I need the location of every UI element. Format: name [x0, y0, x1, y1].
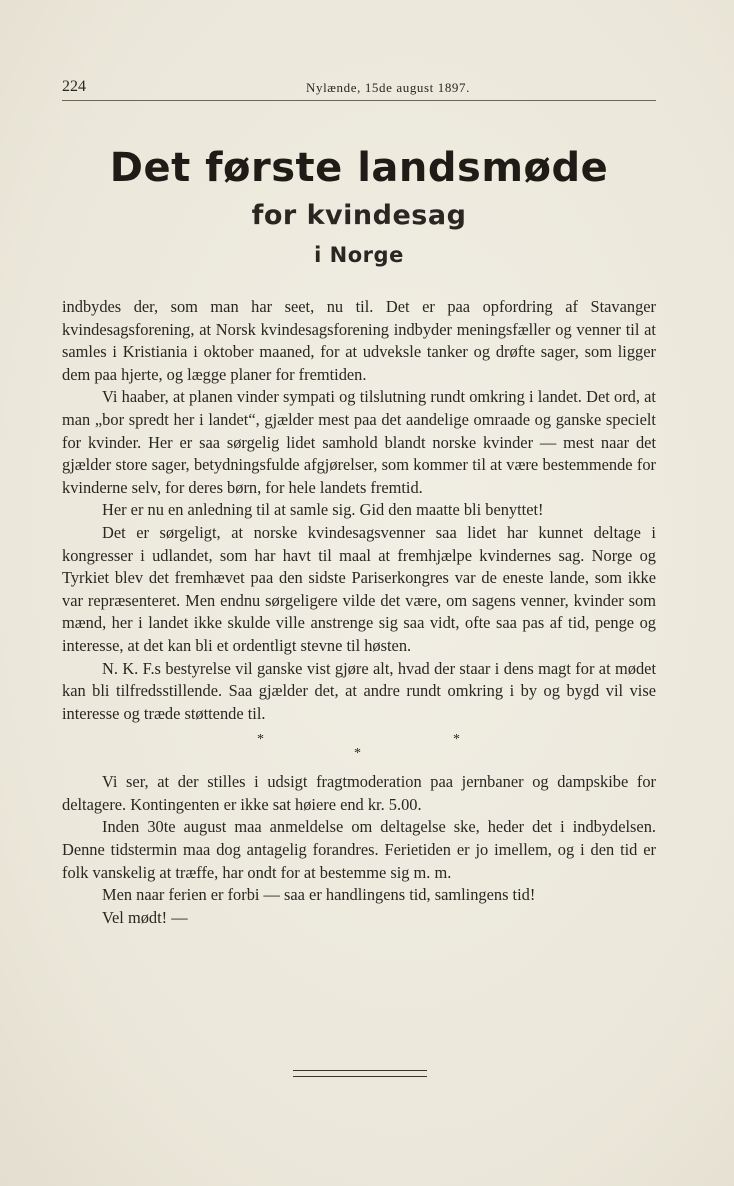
closing-rule [293, 1070, 427, 1077]
paragraph: Inden 30te august maa anmeldelse om deltagelse ske, heder det i indbydelsen. Denne tidstermin maa dog antagelig forandres. Ferietiden er jo imellem, og i den tid er folk vanskelig at træffe, har ondt for at bestemme sig m. m. [62, 817, 656, 882]
header-rule [62, 100, 656, 101]
article-title [62, 145, 656, 269]
title-line-2: for kvindesag [251, 200, 467, 231]
paragraph: Men naar ferien er forbi — saa er handlingens tid, samlingens tid! [102, 885, 536, 905]
article-body [62, 296, 656, 929]
title-line-1: Det første landsmøde [109, 145, 609, 191]
page-number: 224 [62, 78, 86, 95]
separator-star: * [453, 732, 460, 748]
title-line-3: i Norge [314, 243, 404, 267]
paragraph: Vi haaber, at planen vinder sympati og tilslutning rundt omkring i landet. Det ord, at man „bor spredt her i landet“, gjælder mest paa det aandelige omraade og ganske specielt for kvinder. Her er saa sørgelig lidet samhold blandt norske kvinder — mest naar det gjælder store sager, betydningsfulde afgjørelser, som kommer til at være bestemmende for kvinderne selv, for deres børn, for hele landets fremtid. [62, 387, 656, 497]
running-head: Nylænde, 15de august 1897. [305, 80, 470, 95]
paragraph: Vi ser, at der stilles i udsigt fragtmoderation paa jernbaner og dampskibe for deltagere. Kontingenten er ikke sat høiere end kr. 5.00. [62, 772, 656, 814]
paragraph: Det er sørgeligt, at norske kvindesagsvenner saa lidet har kunnet deltage i kongresser i udlandet, som har havt til maal at fremhjælpe kvindernes sag. Norge og Tyrkiet blev det fremhævet paa den sidste Pariserkongres var de eneste lande, som ikke var repræsenteret. Men endnu sørgeligere vilde det være, om sagens venner, kvinder som mænd, her i landet ikke skulde ville anstrenge sig saa vidt, ofte saa pas af tid, penge og interesse, at det kan bli et ordentligt stevne til høsten. [62, 522, 656, 655]
separator-star: * [354, 746, 361, 762]
separator-star: * [257, 732, 264, 748]
paragraph: N. K. F.s bestyrelse vil ganske vist gjøre alt, hvad der staar i dens magt for at mødet kan bli tilfredsstillende. Saa gjælder det, at andre rundt omkring i by og bygd vil vise interesse og træde støttende til. [62, 658, 656, 723]
page-header [62, 76, 656, 98]
paragraph: Her er nu en anledning til at samle sig. Gid den maatte bli benyttet! [102, 500, 544, 520]
paragraph: indbydes der, som man har seet, nu til. Det er paa opfordring af Stavanger kvindesagsforening, at Norsk kvindesagsforening indbyder meningsfæller og venner til at samles i Kristiania i oktober maaned, for at udveksle tanker og drøfte sager, som ligger dem paa hjerte, og lægge planer for fremtiden. [62, 297, 656, 384]
paragraph: Vel mødt! — [102, 907, 188, 927]
section-separator [62, 725, 656, 771]
